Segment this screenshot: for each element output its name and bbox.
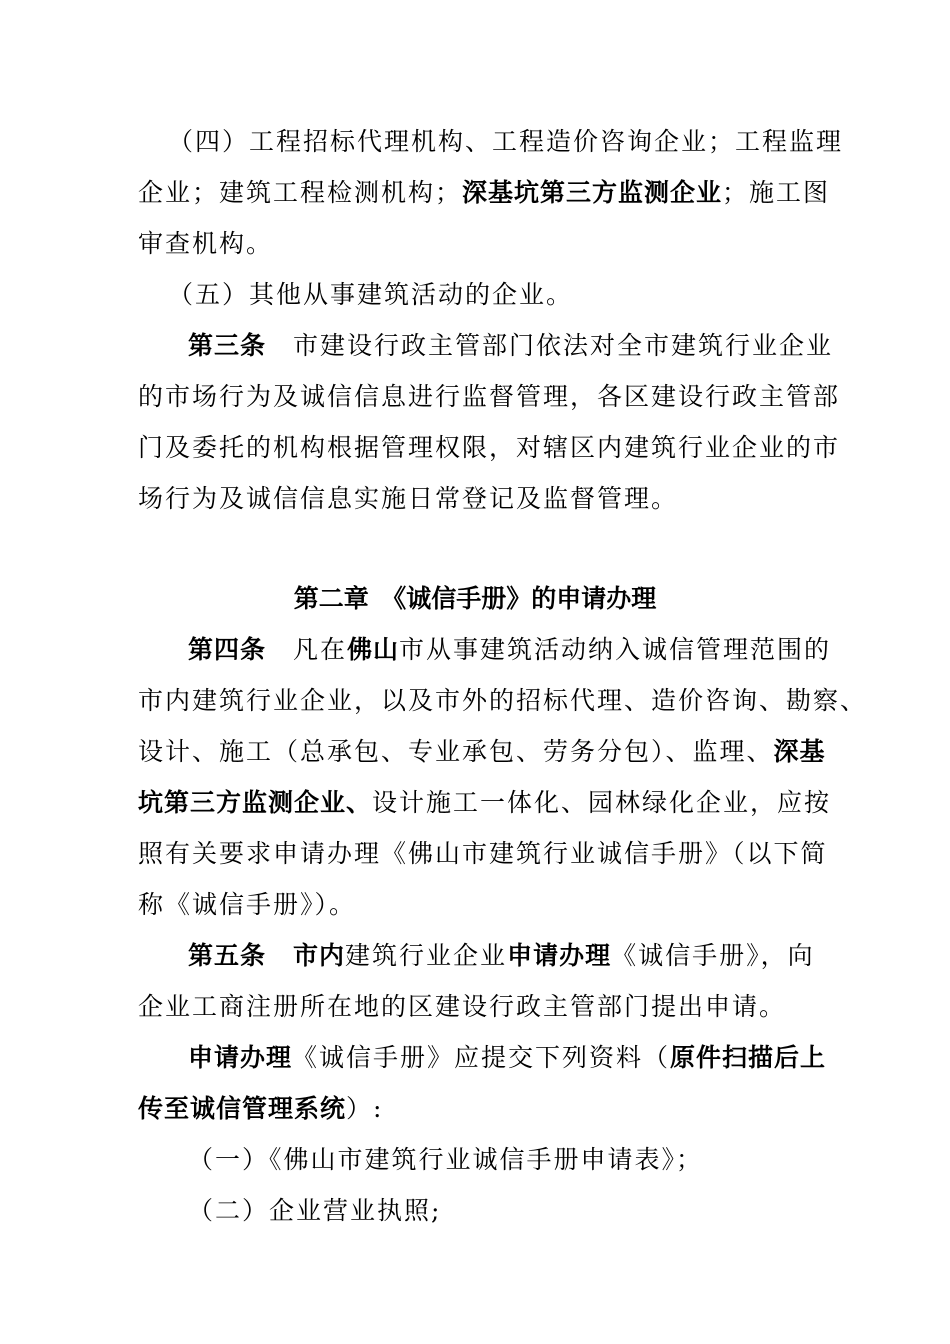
bold-text: 深基坑第三方监测企业 <box>462 178 723 207</box>
body-text: 门及委托的机构根据管理权限，对辖区内建筑行业企业的市 <box>138 433 841 462</box>
bold-text: 申请办理 <box>188 1043 293 1072</box>
para-line <box>138 990 828 1024</box>
body-text: 照有关要求申请办理《佛山市建筑行业诚信手册》（以下简 <box>138 839 828 868</box>
bold-text: 第三条 <box>188 331 267 360</box>
body-text <box>266 941 293 970</box>
bold-text: 传至诚信管理系统 <box>138 1094 347 1123</box>
bold-text: 佛山 <box>347 635 400 664</box>
body-text: 《诚信手册》应提交下列资料（ <box>292 1043 671 1072</box>
bold-text: 深基 <box>773 737 826 766</box>
body-text: （四）工程招标代理机构、工程造价咨询企业；工程监理 <box>168 127 844 156</box>
body-text: （二）企业营业执照; <box>188 1196 442 1225</box>
body-text: 设计施工一体化、园林绿化企业，应按 <box>372 788 832 817</box>
article-5-line <box>188 939 878 973</box>
para-line <box>138 786 832 820</box>
bold-text: 申请办理 <box>507 941 612 970</box>
body-text: 审查机构。 <box>138 229 274 258</box>
body-text: 设计、施工（总承包、专业承包、劳务分包）、监理、 <box>138 737 774 766</box>
body-text: （五）其他从事建筑活动的企业。 <box>168 280 574 309</box>
body-text: 市从事建筑活动纳入诚信管理范围的 <box>399 635 832 664</box>
para-line <box>188 1041 878 1075</box>
para-line <box>138 888 828 922</box>
para-line <box>138 380 841 414</box>
body-text: 建筑行业企业 <box>345 941 508 970</box>
bold-text: 原件扫描后上 <box>670 1043 827 1072</box>
body-text: 场行为及诚信信息实施日常登记及监督管理。 <box>138 484 679 513</box>
body-text: ；施工图 <box>722 178 831 207</box>
bold-text: 坑第三方监测企业、 <box>138 788 373 817</box>
para-line <box>138 1092 828 1126</box>
para-line <box>138 735 828 769</box>
para-line <box>138 227 828 261</box>
chapter-heading: 第二章 《诚信手册》的申请办理 <box>293 584 657 613</box>
body-text: 《诚信手册》，向 <box>611 941 815 970</box>
body-text: ）: <box>346 1094 384 1123</box>
para-line <box>138 176 831 210</box>
list-item <box>188 1143 878 1177</box>
body-text: 市内建筑行业企业，以及市外的招标代理、造价咨询、勘察、 <box>138 686 868 715</box>
body-text: 市建设行政主管部门依法对全市建筑行业企业 <box>266 331 834 360</box>
para-line <box>138 431 841 465</box>
para-line <box>168 278 858 312</box>
body-text: （一）《佛山市建筑行业诚信手册申请表》； <box>188 1145 704 1174</box>
bold-text: 第四条 <box>188 635 267 664</box>
para-line <box>138 684 868 718</box>
bold-text: 市内 <box>293 941 346 970</box>
body-text: 称《诚信手册》）。 <box>138 890 357 919</box>
article-3-line <box>188 329 878 363</box>
body-text: 凡在 <box>266 635 348 664</box>
body-text: 企业工商注册所在地的区建设行政主管部门提出申请。 <box>138 992 787 1021</box>
body-text: 的市场行为及诚信信息进行监督管理，各区建设行政主管部 <box>138 382 841 411</box>
bold-text: 第五条 <box>188 941 267 970</box>
article-4-line <box>188 633 878 667</box>
para-line <box>138 837 828 871</box>
list-item <box>188 1194 878 1228</box>
body-text: 企业；建筑工程检测机构； <box>138 178 463 207</box>
para-line <box>138 482 828 516</box>
para-line <box>168 125 858 159</box>
